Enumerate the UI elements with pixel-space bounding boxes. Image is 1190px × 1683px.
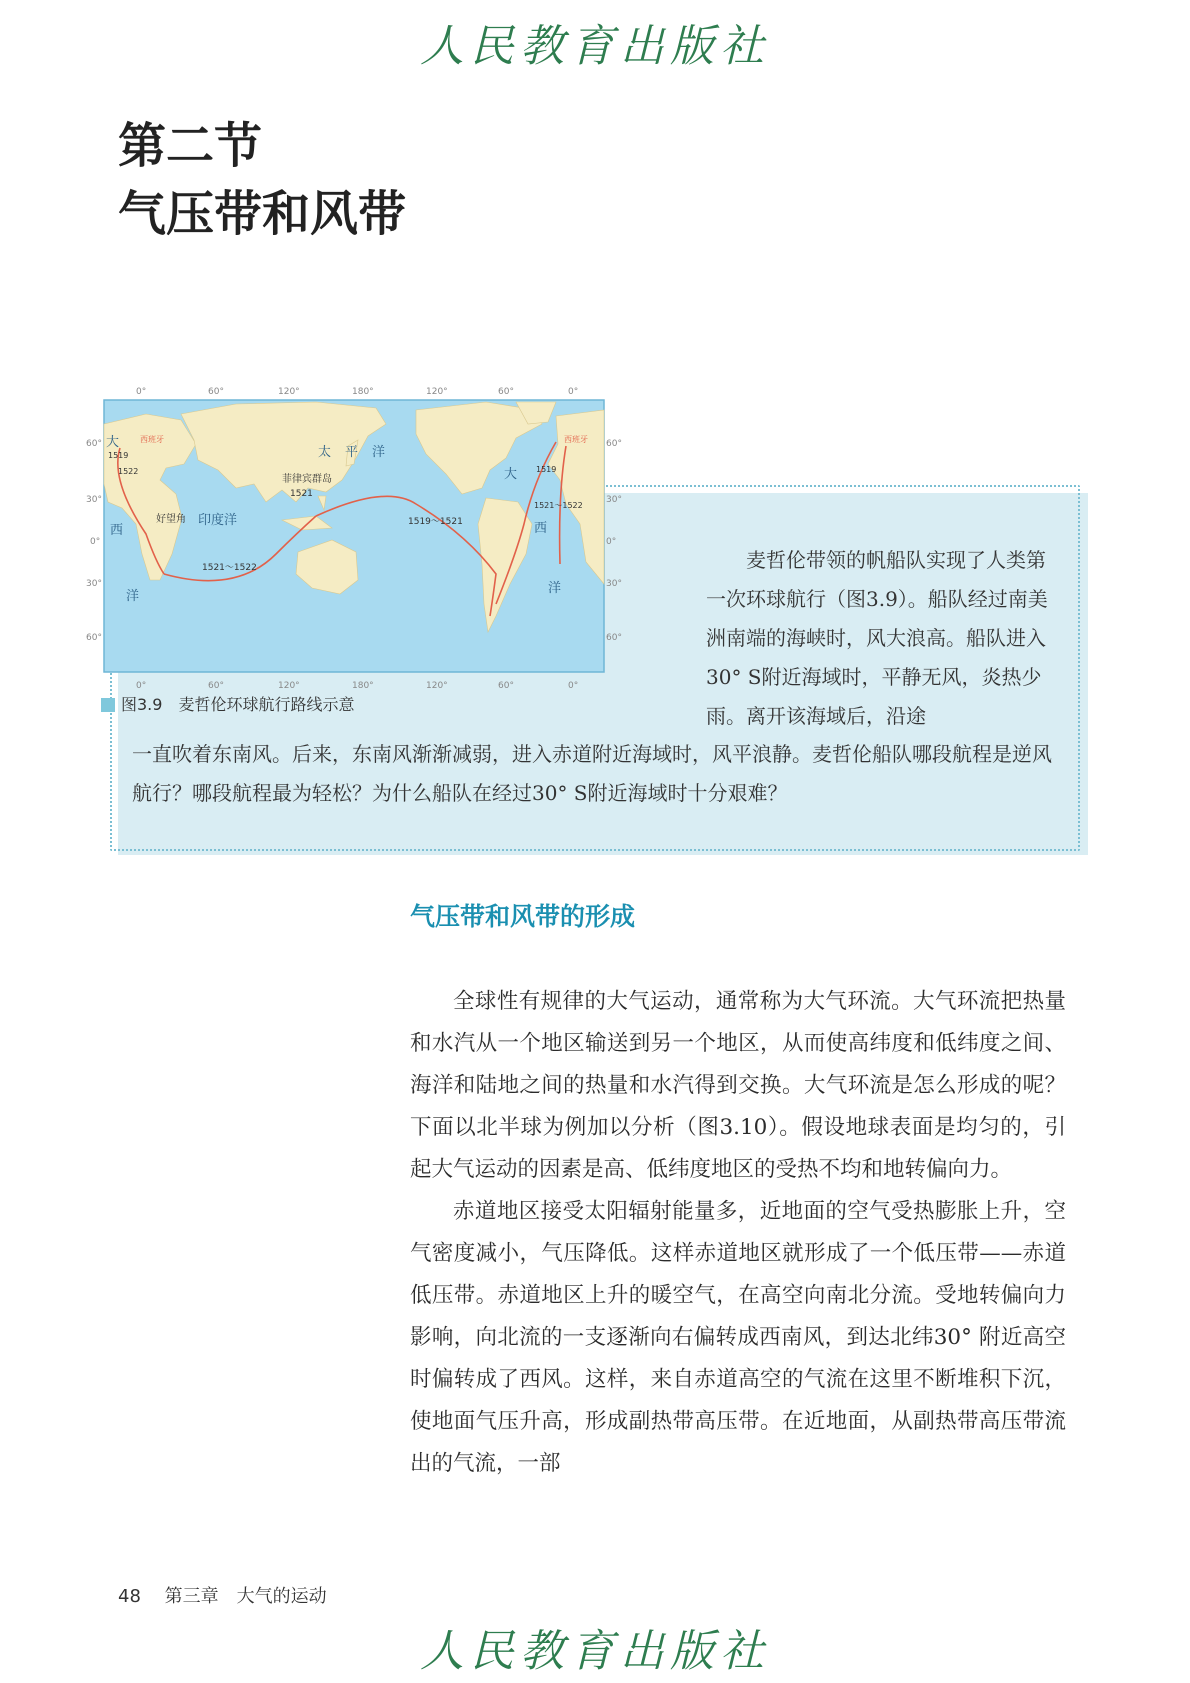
- left-tick: 60°: [86, 439, 102, 449]
- right-tick: 60°: [606, 439, 622, 449]
- left-tick: 30°: [86, 495, 102, 505]
- section-heading: [118, 112, 406, 248]
- right-tick: 60°: [606, 633, 622, 643]
- map-label-route-atl-right-return: 1521～1522: [534, 501, 583, 510]
- publisher-logo-bottom: 人民教育出版社: [420, 1626, 770, 1677]
- left-tick: 0°: [90, 537, 101, 547]
- top-tick: 0°: [136, 387, 147, 397]
- map-label-atl-left-1: 大: [106, 435, 120, 450]
- bottom-tick: 120°: [426, 681, 448, 691]
- caption-id: 图3.9: [121, 695, 163, 714]
- subheading: 气压带和风带的形成: [410, 902, 636, 931]
- magellan-route-map: [86, 384, 666, 694]
- map-label-atl-left-2: 西: [110, 523, 124, 538]
- map-label-philippines-year: 1521: [290, 489, 313, 499]
- top-tick: 180°: [352, 387, 374, 397]
- left-tick: 30°: [86, 579, 102, 589]
- bottom-tick: 60°: [498, 681, 514, 691]
- bottom-tick: 180°: [352, 681, 374, 691]
- chapter-label: 第三章 大气的运动: [164, 1586, 327, 1607]
- map-label-pacific: 太平洋: [318, 445, 400, 460]
- map-label-route-left-1519: 1519: [108, 451, 129, 460]
- paragraph: 赤道地区接受太阳辐射能量多，近地面的空气受热膨胀上升，空气密度减小，气压降低。这样赤道地区就形成了一个低压带——赤道低压带。赤道地区上升的暖空气，在高空向南北分流。受地转偏向力影响，向北流的一支逐渐向右偏转成西南风，到达北纬30° 附近高空时偏转成了西风。这样，来自赤道高空的气流在这里不断堆积下沉，使地面气压升高，形成副热带高压带。在近地面，从副热带高压带流出的气流，一部: [410, 1199, 1066, 1476]
- top-tick: 120°: [426, 387, 448, 397]
- publisher-logo-top: 人民教育出版社: [420, 21, 770, 72]
- map-label-spain-left: 西班牙: [140, 435, 164, 444]
- section-number: 第二节: [118, 118, 263, 174]
- map-label-route-indian: 1521～1522: [202, 563, 257, 573]
- top-tick: 60°: [498, 387, 514, 397]
- map-label-route-pacific: 1519～1521: [408, 517, 463, 527]
- body-text: [410, 981, 1066, 1485]
- bottom-tick: 0°: [136, 681, 147, 691]
- map-label-spain-right: 西班牙: [564, 435, 588, 444]
- map-label-atl-right-1: 大: [504, 467, 518, 482]
- caption-text: 麦哲伦环球航行路线示意: [178, 695, 355, 714]
- figure-caption: [101, 692, 354, 715]
- bottom-tick: 60°: [208, 681, 224, 691]
- paragraph: 全球性有规律的大气运动，通常称为大气环流。大气环流把热量和水汽从一个地区输送到另一个地区，从而使高纬度和低纬度之间、海洋和陆地之间的热量和水汽得到交换。大气环流是怎么形成的呢？下面以北半球为例加以分析（图3.10）。假设地球表面是均匀的，引起大气运动的因素是高、低纬度地区的受热不均和地转偏向力。: [410, 989, 1066, 1182]
- right-tick: 30°: [606, 495, 622, 505]
- bottom-tick: 120°: [278, 681, 300, 691]
- top-tick: 60°: [208, 387, 224, 397]
- left-tick: 60°: [86, 633, 102, 643]
- activity-text-full: 一直吹着东南风。后来，东南风渐渐减弱，进入赤道附近海域时，风平浪静。麦哲伦船队哪段航程是逆风航行？哪段航程最为轻松？为什么船队在经过30° S附近海域时十分艰难？: [132, 742, 1052, 805]
- map-label-route-left-1522: 1522: [118, 467, 139, 476]
- activity-text-right: 麦哲伦带领的帆船队实现了人类第一次环球航行（图3.9）。船队经过南美洲南端的海峡时，风大浪高。船队进入30° S附近海域时，平静无风，炎热少雨。离开该海域后，沿途: [706, 548, 1048, 728]
- page-footer: [118, 1582, 327, 1608]
- page-number: 48: [118, 1586, 141, 1607]
- top-tick: 0°: [568, 387, 579, 397]
- map-label-indian-ocean: 印度洋: [198, 513, 238, 528]
- right-tick: 30°: [606, 579, 622, 589]
- map-label-cape: 好望角: [156, 514, 186, 525]
- caption-marker: [101, 698, 115, 712]
- top-tick: 120°: [278, 387, 300, 397]
- map-label-atl-left-3: 洋: [126, 589, 140, 604]
- map-label-atl-right-3: 洋: [548, 581, 562, 596]
- bottom-tick: 0°: [568, 681, 579, 691]
- section-title: 气压带和风带: [118, 186, 407, 242]
- map-label-atl-right-2: 西: [534, 521, 548, 536]
- map-label-route-atl-right: 1519: [536, 465, 557, 474]
- right-tick: 0°: [606, 537, 617, 547]
- map-label-philippines: 菲律宾群岛: [282, 474, 332, 485]
- figure-3-9: [86, 384, 666, 694]
